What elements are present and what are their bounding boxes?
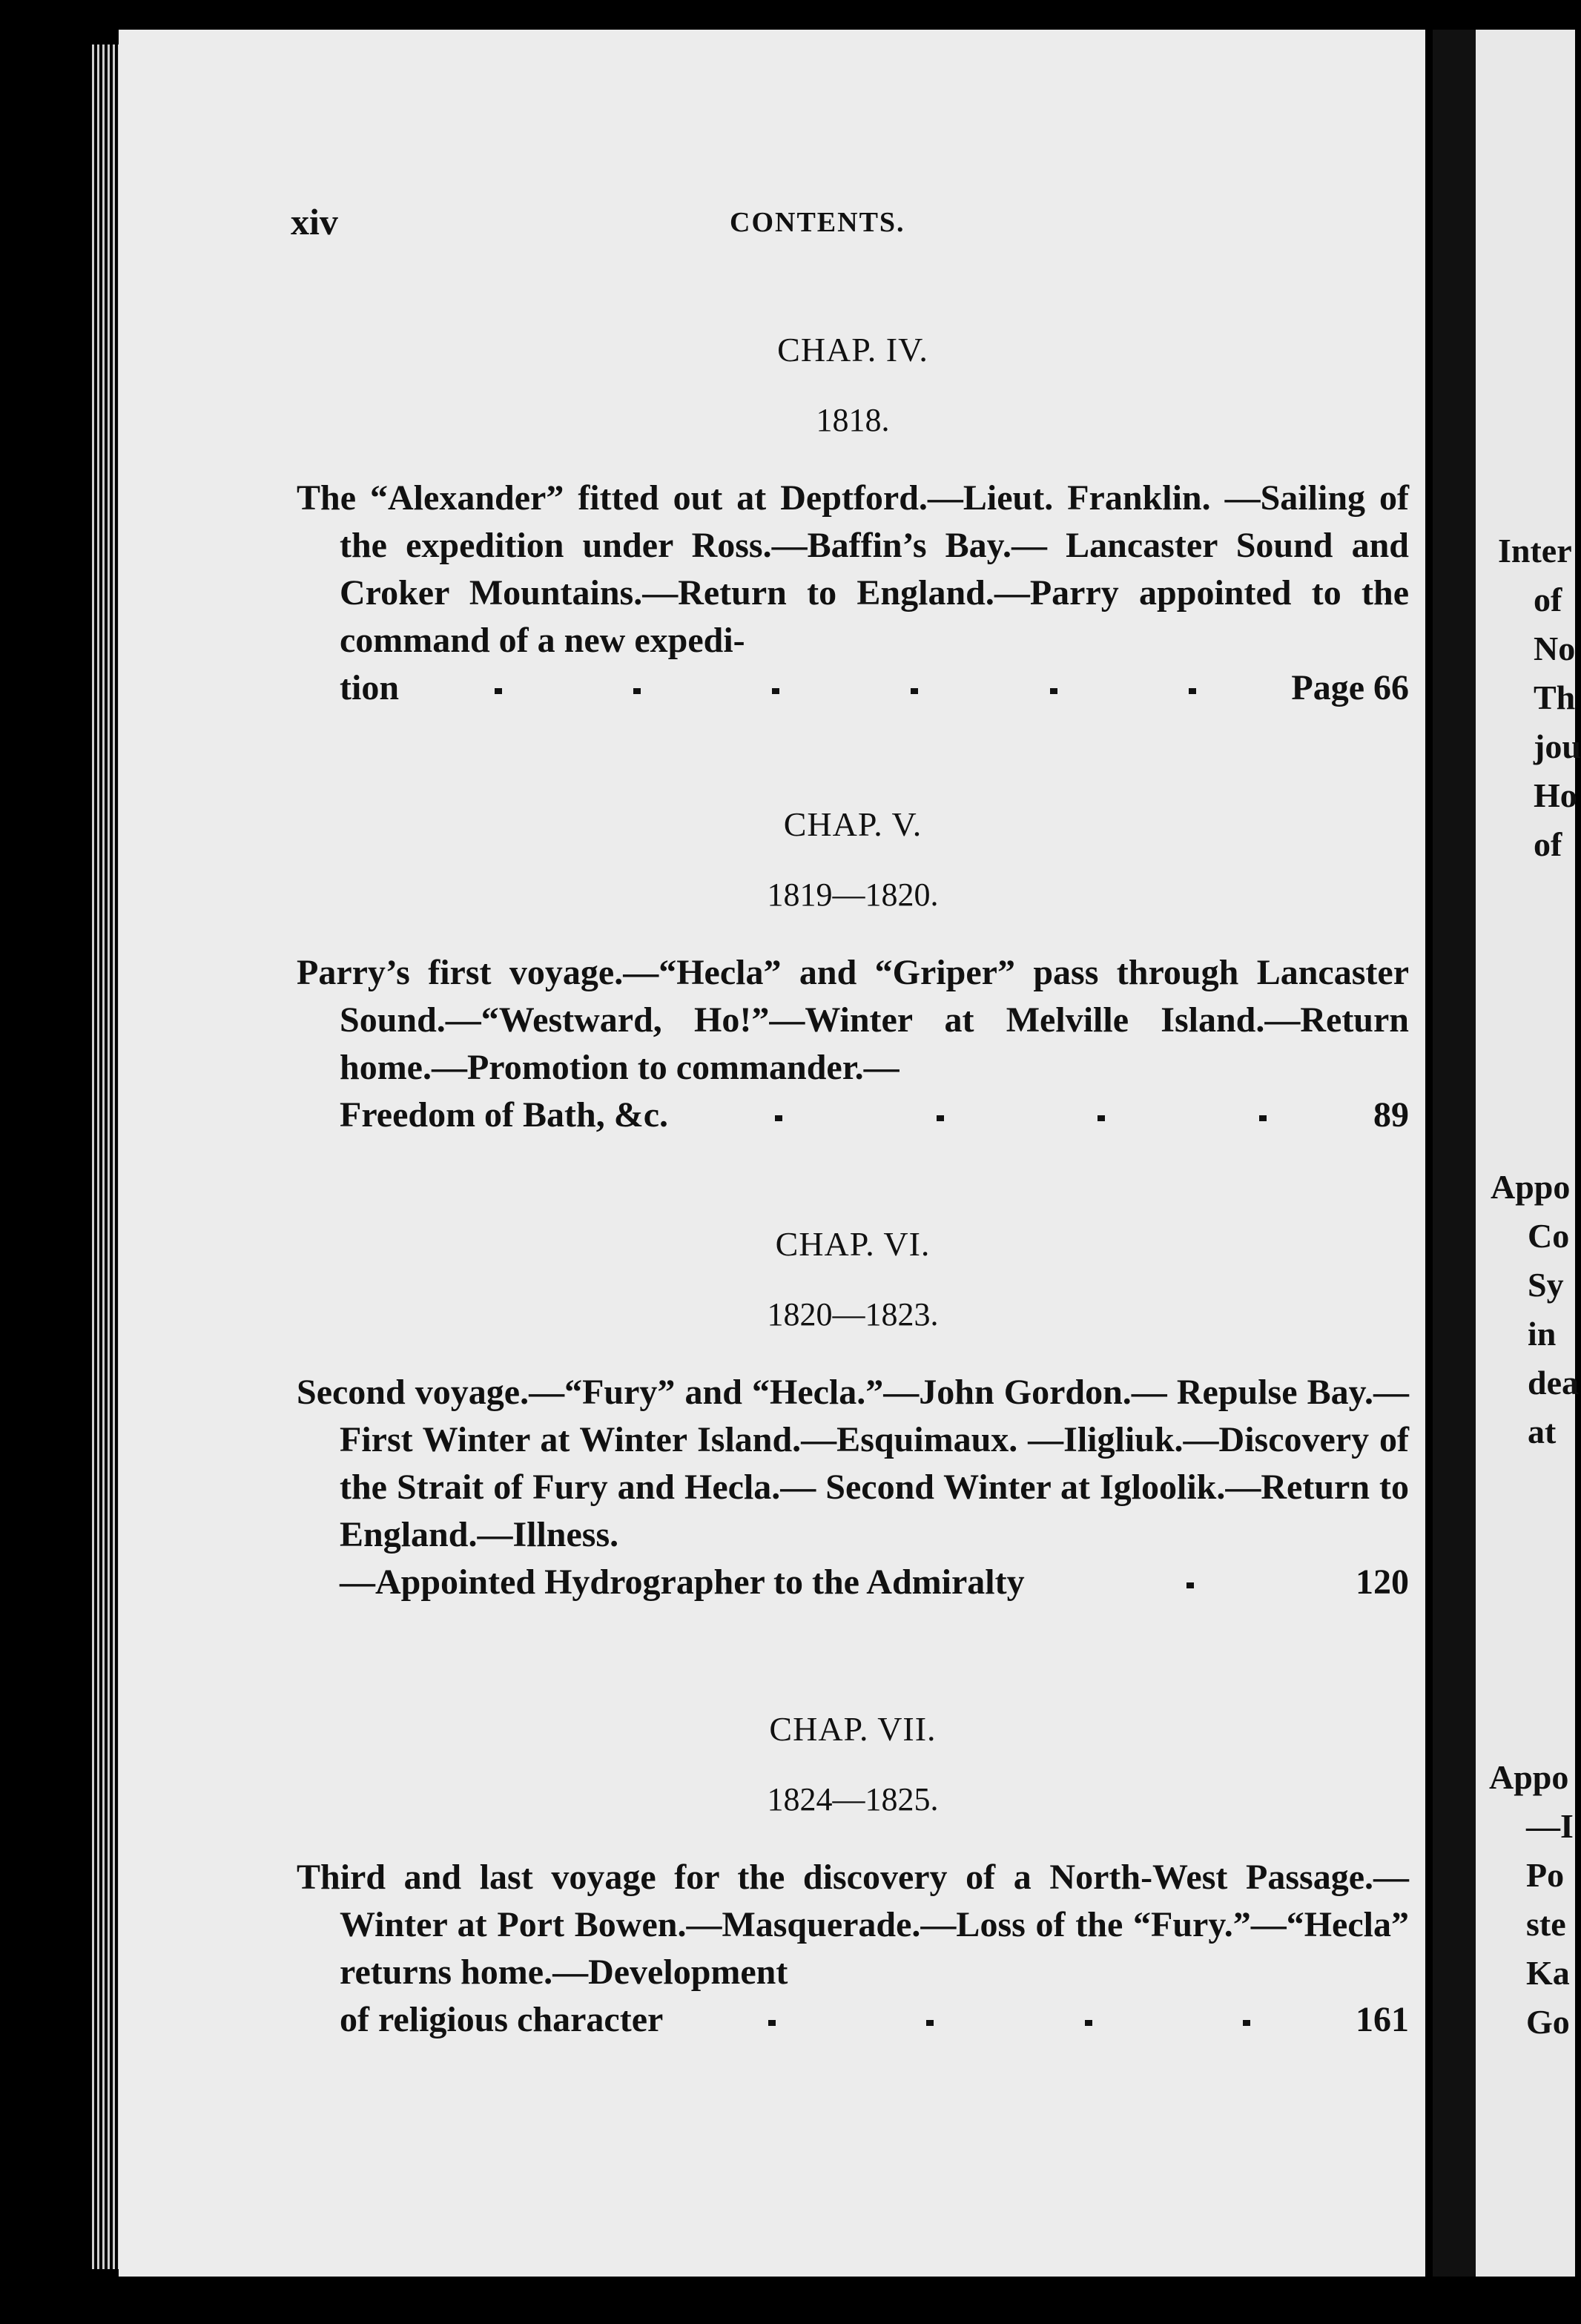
summary-last-text: Freedom of Bath, &c.: [340, 1095, 669, 1135]
chapter-entry: [297, 801, 1409, 1139]
facing-fragment: Appo: [1491, 1168, 1571, 1206]
facing-page: [1476, 30, 1581, 2277]
page-reference: 161: [1356, 2000, 1409, 2039]
chapter-summary: [297, 1854, 1409, 2044]
page-number: xiv: [291, 201, 338, 242]
leader-dots: [668, 1092, 1373, 1139]
chapter-years: 1818.: [816, 402, 890, 438]
chapter-years: 1819—1820.: [767, 877, 939, 913]
facing-fragment: Go: [1526, 2003, 1570, 2041]
summary-last-line: [340, 1996, 1409, 2044]
facing-fragment: Sy: [1528, 1266, 1564, 1304]
page-fold-shadow: [1433, 30, 1476, 2277]
facing-fragment: ste: [1526, 1905, 1566, 1943]
summary-last-line: [340, 1092, 1409, 1139]
facing-fragment: at: [1528, 1413, 1557, 1450]
chapter-title: CHAP. V.: [783, 805, 922, 843]
chapter-entry: [297, 1706, 1409, 2044]
chapter-title: CHAP. VI.: [775, 1225, 931, 1263]
chapter-title: CHAP. IV.: [777, 331, 928, 369]
facing-fragment: of: [1534, 825, 1562, 863]
facing-fragment: Po: [1526, 1856, 1565, 1894]
page-reference: 120: [1356, 1562, 1409, 1602]
facing-fragment: jou: [1534, 727, 1581, 765]
facing-fragment: Co: [1528, 1217, 1570, 1255]
page-reference: 89: [1373, 1095, 1409, 1135]
page-reference: Page 66: [1291, 668, 1409, 707]
chapter-summary: [297, 1369, 1409, 1606]
leader-dots: [663, 1996, 1356, 2044]
summary-text: Second voyage.—“Fury” and “Hecla.”—John Gordon.— Repulse Bay.—First Winter at Winter Island.—Esquimaux. —Iligliuk.—Discovery of the Strait of Fury and Hecla.— Second Winter at Igloolik.—Return to England.—Illness.: [297, 1373, 1409, 1554]
facing-fragment: No: [1534, 630, 1576, 667]
facing-fragment: Th: [1534, 679, 1576, 716]
facing-fragment: of: [1534, 581, 1562, 618]
facing-fragment: Appo: [1489, 1758, 1569, 1796]
summary-last-line: [340, 664, 1409, 712]
page-header: [291, 200, 1403, 252]
facing-fragment: Inter: [1498, 532, 1572, 570]
summary-text: Parry’s first voyage.—“Hecla” and “Griper” pass through Lancaster Sound.—“Westward, Ho!”—Winter at Melville Island.—Return home.—Promotion to commander.—: [297, 953, 1409, 1087]
chapter-summary: [297, 949, 1409, 1139]
spine-edge: [89, 44, 119, 2269]
chapter-entry: [297, 1221, 1409, 1606]
summary-last-text: —Appointed Hydrographer to the Admiralty: [340, 1562, 1025, 1602]
leader-dots: [1025, 1559, 1356, 1606]
facing-fragment: in: [1528, 1315, 1557, 1353]
chapter-entry: [297, 326, 1409, 712]
chapter-summary: [297, 475, 1409, 712]
running-title: CONTENTS.: [730, 207, 905, 238]
summary-last-line: [340, 1559, 1409, 1606]
facing-fragment: Ka: [1526, 1954, 1570, 1992]
facing-fragment: dea: [1528, 1364, 1579, 1402]
summary-text: The “Alexander” fitted out at Deptford.—Lieut. Franklin. —Sailing of the expedition under Ross.—Baffin’s Bay.— Lancaster Sound and Croker Mountains.—Return to England.—Parry appointed to the command of a new expedi-: [297, 478, 1409, 660]
leader-dots: [399, 664, 1291, 712]
chapter-years: 1820—1823.: [767, 1296, 939, 1333]
summary-text: Third and last voyage for the discovery of a North-West Passage.—Winter at Port Bowen.—Masquerade.—Loss of the “Fury.”—“Hecla” returns home.—Development: [297, 1858, 1409, 1992]
summary-last-text: tion: [340, 668, 400, 707]
facing-fragment: —I: [1526, 1807, 1574, 1845]
chapter-title: CHAP. VII.: [769, 1710, 937, 1748]
facing-fragment: Ho: [1534, 776, 1577, 814]
summary-last-text: of religious character: [340, 2000, 664, 2039]
binding-gutter: [0, 0, 104, 2324]
chapter-years: 1824—1825.: [767, 1781, 939, 1818]
